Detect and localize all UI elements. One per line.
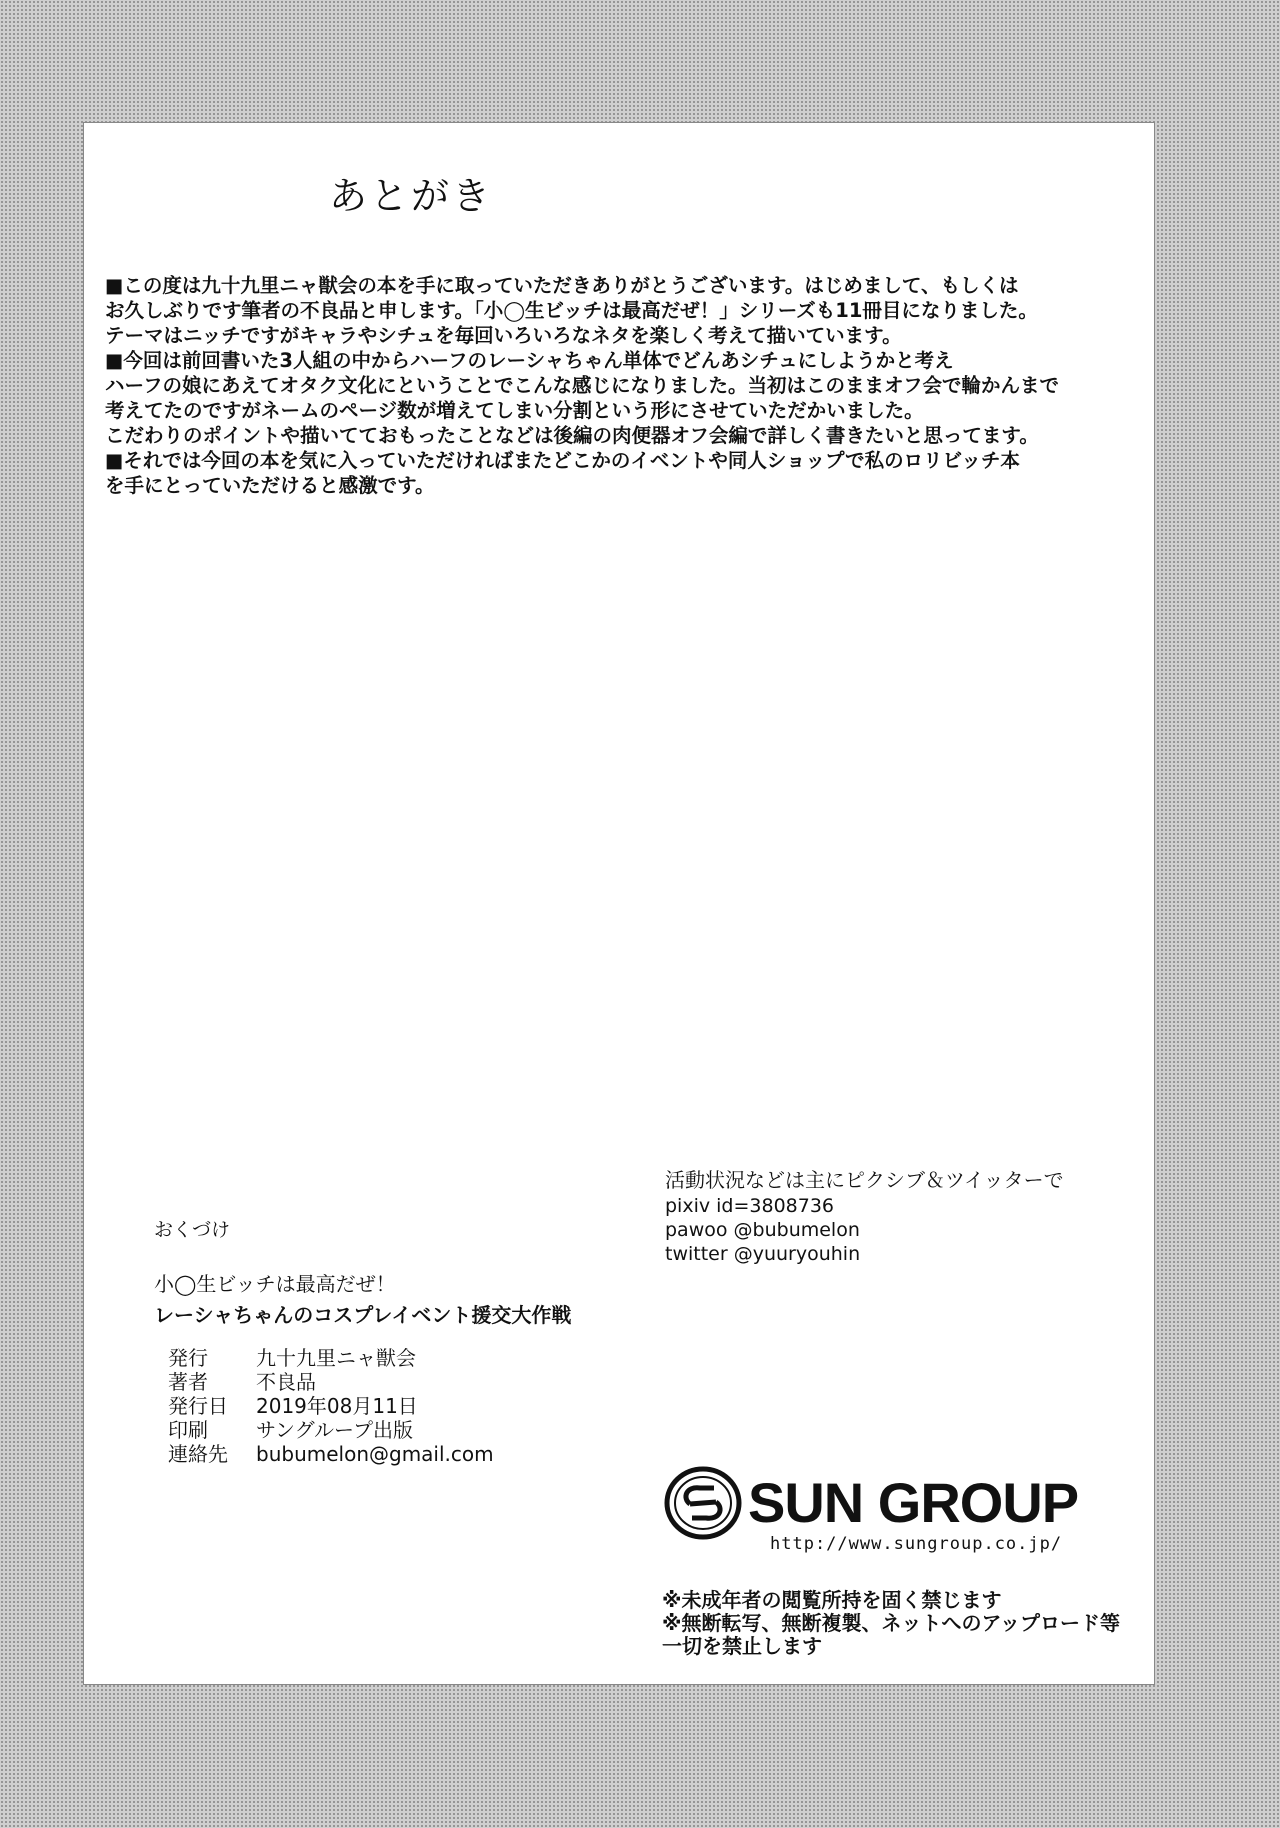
social-links [665, 1168, 1064, 1266]
afterword-line: を手にとっていただけると感激です。 [105, 474, 435, 497]
colophon-key: 発行日 [168, 1394, 228, 1418]
afterword-line: ■それでは今回の本を気に入っていただければまたどこかのイベントや同人ショップで私のロリビッチ本 [105, 449, 1020, 472]
book-title-line2: レーシャちゃんのコスプレイベント援交大作戦 [154, 1303, 572, 1327]
colophon-value: サングループ出版 [256, 1418, 413, 1442]
colophon-value: 不良品 [256, 1370, 316, 1394]
colophon-value: bubumelon@gmail.com [256, 1442, 494, 1466]
afterword-line: お久しぶりです筆者の不良品と申します。「小◯生ビッチは最高だぜ！」シリーズも11冊目になりました。 [105, 299, 1038, 322]
afterword-line: 考えてたのですがネームのページ数が増えてしまい分割という形にさせていただかいました。 [105, 399, 924, 422]
afterword-line: ■この度は九十九里ニャ獣会の本を手に取っていただきありがとうございます。はじめまして、もしくは [105, 274, 1019, 297]
colophon-label: おくづけ [154, 1219, 231, 1241]
afterword-line: ■今回は前回書いた3人組の中からハーフのレーシャちゃん単体でどんあシチュにしようかと考え [105, 349, 954, 372]
colophon-section [154, 1215, 571, 1466]
afterword-line: こだわりのポイントや描いてておもったことなどは後編の肉便器オフ会編で詳しく書きたいと思ってます。 [105, 424, 1039, 447]
afterword-body [105, 273, 1135, 498]
colophon-key: 発行 [168, 1346, 208, 1370]
printer-name: SUN GROUP [748, 1471, 1079, 1534]
pixiv-id: pixiv id=3808736 [665, 1195, 835, 1217]
colophon-row [168, 1394, 494, 1418]
sun-group-logo-icon [664, 1466, 742, 1540]
colophon-value: 九十九里ニャ獣会 [256, 1346, 416, 1370]
colophon-key: 連絡先 [168, 1442, 228, 1466]
notice-line: 一切を禁止します [662, 1634, 822, 1658]
printer-url: http://www.sungroup.co.jp/ [770, 1534, 1063, 1554]
afterword-line: ハーフの娘にあえてオタク文化にということでこんな感じになりました。当初はこのままオフ会で輪かんまで [105, 374, 1059, 397]
afterword-page [83, 122, 1155, 1685]
book-title-line1: 小◯生ビッチは最高だぜ！ [154, 1272, 396, 1296]
colophon-key: 印刷 [168, 1418, 208, 1442]
colophon-row [168, 1346, 494, 1370]
colophon-row [168, 1442, 494, 1466]
legal-notice [662, 1589, 1120, 1658]
colophon-row [168, 1418, 494, 1442]
afterword-title: あとがき [329, 174, 494, 218]
colophon-value: 2019年08月11日 [256, 1394, 418, 1418]
printer-logo [664, 1466, 1078, 1554]
colophon-key: 著者 [168, 1370, 208, 1394]
social-heading: 活動状況などは主にピクシブ＆ツイッターで [665, 1168, 1064, 1192]
afterword-line: テーマはニッチですがキャラやシチュを毎回いろいろなネタを楽しく考えて描いています。 [105, 324, 902, 347]
pawoo-handle: pawoo @bubumelon [665, 1219, 860, 1241]
notice-line: ※未成年者の閲覧所持を固く禁じます [662, 1588, 1002, 1612]
notice-line: ※無断転写、無断複製、ネットへのアップロード等 [662, 1611, 1121, 1635]
colophon-row [168, 1370, 494, 1394]
colophon-table [168, 1346, 494, 1466]
twitter-handle: twitter @yuuryouhin [665, 1243, 861, 1265]
